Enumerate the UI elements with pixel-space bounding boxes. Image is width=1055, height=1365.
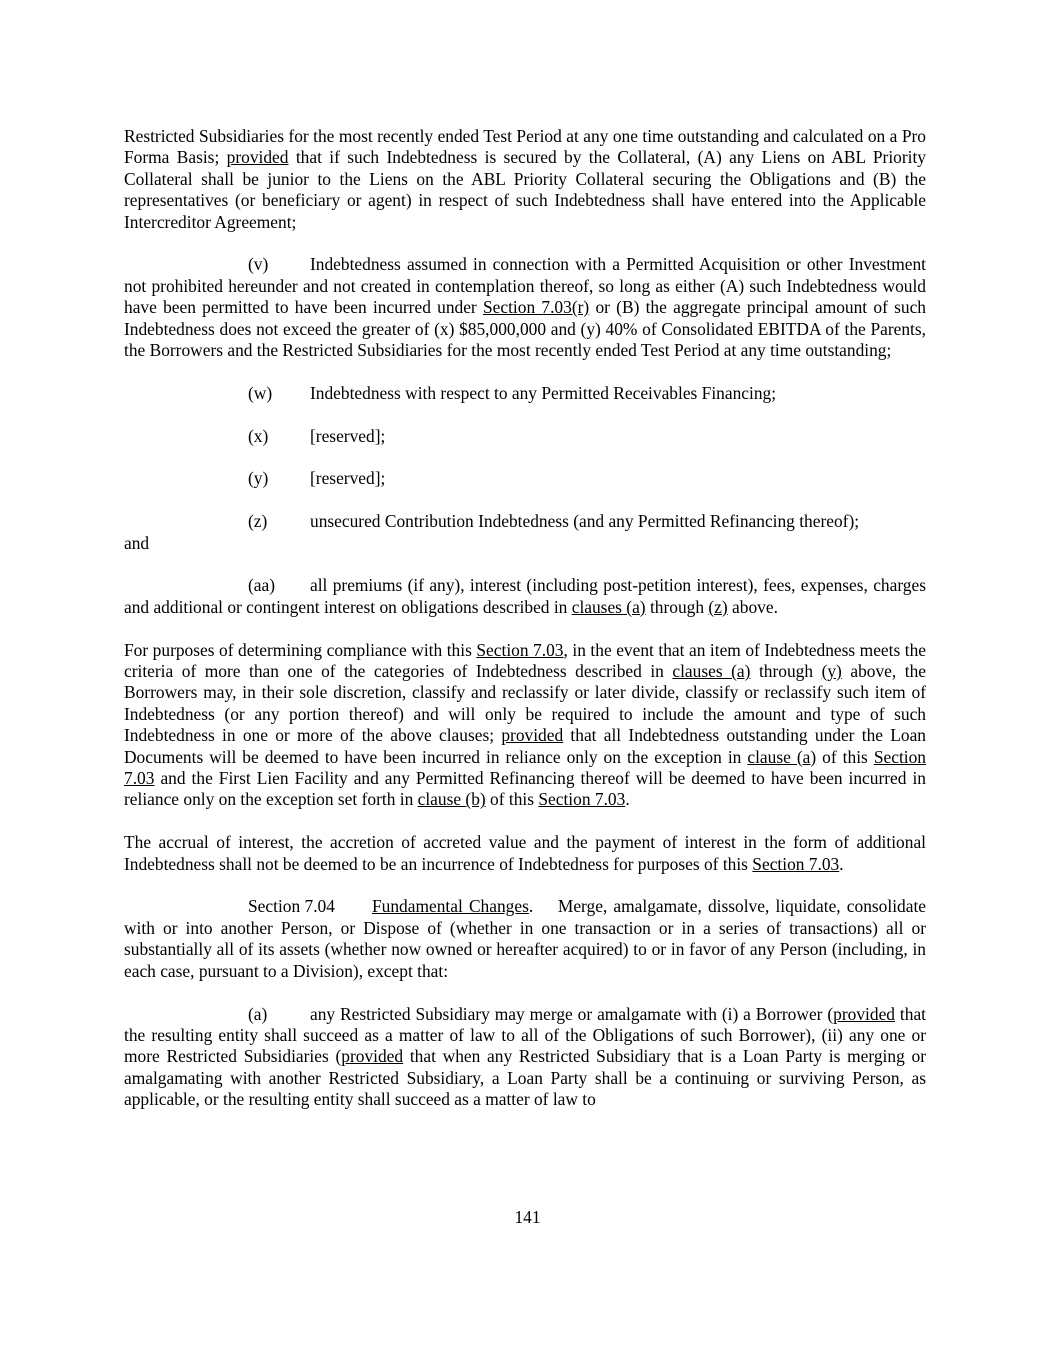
clause-z-continuation: and — [124, 532, 150, 553]
clause-reference: (y) — [821, 661, 842, 682]
clause-label: (a) — [248, 1003, 268, 1024]
clause-label: (aa) — [248, 575, 276, 596]
section-reference: Section 7.03(r) — [482, 297, 590, 318]
clause-label: (y) — [248, 468, 269, 489]
clause-reference: clause (b) — [417, 789, 486, 810]
section-title: Fundamental Changes — [372, 896, 529, 917]
section-number: Section 7.04 — [248, 896, 335, 917]
clause-aa: (aa) all premiums (if any), interest (including post-petition interest), fees, expenses, charges and additional or contingent interest on obligations described in clauses (a) through (z) above. — [124, 575, 926, 617]
section-7-04: Section 7.04 Fundamental Changes. Merge, amalgamate, dissolve, liquidate, consolidate with or into another Person, or Dispose of (whether in one transaction or in a series of transactions) all or substantially all of its assets (whether now owned or hereafter acquired) to or in favor of any Person (including, in each case, pursuant to a Division), except that: — [124, 896, 927, 981]
page-number: 141 — [514, 1207, 541, 1227]
clause-label: (z) — [248, 511, 268, 532]
clause-reference: (z) — [708, 596, 728, 617]
section-reference: Section 7.03 — [752, 853, 840, 874]
clause-z: (z) unsecured Contribution Indebtedness (and any Permitted Refinancing thereof); — [248, 511, 860, 532]
section-reference: Section 7.03 — [538, 789, 626, 810]
section-reference: Section 7.03 — [476, 639, 564, 660]
clause-y: (y) [reserved]; — [248, 468, 386, 489]
clause-reference: clause (a) — [747, 746, 817, 767]
provided-term: provided — [226, 147, 289, 168]
clause-reference: clauses (a) — [672, 661, 751, 682]
clause-v: (v) Indebtedness assumed in connection with a Permitted Acquisition or other Investment not prohibited hereunder and not created in contemplation thereof, so long as either (A) such Indebtedness would have been permitted to have been incurred under Section 7.03(r) or (B) the aggregate principal amount of such Indebtedness does not exceed the greater of (x) $85,000,000 and (y) 40% of Consolidated EBITDA of the Parents, the Borrowers and the Restricted Subsidiaries for the most recently ended Test Period at any time outstanding; — [124, 254, 926, 361]
document-page — [124, 126, 926, 1111]
clause-w: (w) Indebtedness with respect to any Permitted Receivables Financing; — [248, 382, 777, 403]
clause-reference: clauses (a) — [571, 596, 646, 617]
paragraph-compliance: For purposes of determining compliance with this Section 7.03, in the event that an item of Indebtedness meets the criteria of more than one of the categories of Indebtedness described in clauses (a) through (y) above, the Borrowers may, in their sole discretion, classify and reclassify or later divide, classify or reclassify such item of Indebtedness (or any portion thereof) and will only be required to include the amount and type of such Indebtedness in one or more of the above clauses; provided that all Indebtedness outstanding under the Loan Documents will be deemed to have been incurred in reliance only on the exception in clause (a) of this Section 7.03 and the First Lien Facility and any Permitted Refinancing thereof will be deemed to have been incurred in reliance only on the exception set forth in clause (b) of this Section 7.03. — [124, 639, 926, 810]
clause-label: (x) — [248, 425, 269, 446]
provided-term: provided — [341, 1046, 404, 1067]
clause-a: (a) any Restricted Subsidiary may merge or amalgamate with (i) a Borrower (provided that the resulting entity shall succeed as a matter of law to all of the Obligations of such Borrower), (ii) any one or more Restricted Subsidiaries (provided that when any Restricted Subsidiary that is a Loan Party is merging or amalgamating with another Restricted Subsidiary, a Loan Party shall be a continuing or surviving Person, as applicable, or the resulting entity shall succeed as a matter of law to — [124, 1003, 926, 1110]
paragraph-continuation: Restricted Subsidiaries for the most recently ended Test Period at any one time outstanding and calculated on a Pro Forma Basis; provided that if such Indebtedness is secured by the Collateral, (A) any Liens on ABL Priority Collateral shall be junior to the Liens on the ABL Priority Collateral securing the Obligations and (B) the representatives (or beneficiary or agent) in respect of such Indebtedness shall have entered into the Applicable Intercreditor Agreement; — [124, 126, 927, 232]
clause-label: (v) — [248, 254, 269, 275]
clause-x: (x) [reserved]; — [248, 425, 386, 446]
provided-term: provided — [501, 725, 564, 746]
paragraph-accrual: The accrual of interest, the accretion of accreted value and the payment of interest in the form of additional Indebtedness shall not be deemed to be an incurrence of Indebtedness for purposes of this Section 7.03. — [124, 832, 926, 874]
provided-term: provided — [833, 1003, 895, 1024]
clause-label: (w) — [248, 382, 273, 403]
section-reference: Section 7.03 — [124, 746, 926, 789]
